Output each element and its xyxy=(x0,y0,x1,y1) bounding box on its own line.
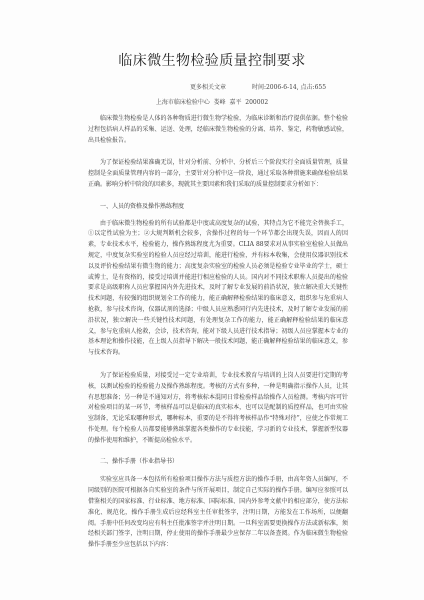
article-body xyxy=(88,114,348,551)
section-heading-manual: 二、操作手册（作业指导书） xyxy=(100,457,179,465)
paragraph-personnel-2: 为了保证检验质量，对接受过一定专业培训，专业技术教育与培训的上岗人员要进行定期的考核，以测试检验的检验能力及操作熟练程度。考核的方式有多种，一种是明确指示操作人员，让其有思想准备；另一种是不通知对方，将考核标本混同日常检验样品给操作人员检测。考核内容可针对检验项目的某一环节，考核样品可以是临床的真实标本，也可以是配制的质控样品，也可由实验室制备，无论采取哪种形式，哪种标本，重要的是不得将考核样品作“特殊对待”，应使之作常规工作处理。每个检验人员都要能够熟练掌握各类操作的专业技能，学习新的专业技术，掌握新型仪器的操作使用和维护，不断提高检验水平。 xyxy=(88,371,348,444)
document-title: 临床微生物检验质量控制要求 xyxy=(118,53,306,69)
paragraph-intro-2: 为了保证检验结果准确无误，针对分析前、分析中、分析后三个阶段实行全面质量管理，质量控制是全面质量管理内容的一部分，主要针对分析中这一阶段，通过采取各种措施来确保检验结果正确。影响分析中阶段的因素多，现就其主要因素和我们采取的质量控制要求分析如下： xyxy=(88,159,348,188)
paragraph-manual-1: 实验室应具备一本包括所有检验项目操作方法与质控方法的操作手册，由高年资人员编写，不同级别的医院可根据各自实验室的条件与所开展项目，制定自己实际的操作手册。编写应参照可以借鉴相关的国家标准、行业标准、地方标准、国际标准、国内外参考文献中的相应部分，使方法标准化、规范化，操作手册生成后应经科室主任审批签字，注明日期，方能发在工作场所，以便翻阅。手册中任何改变均应有科主任批准签字并注明日期。一旦科室需要更换操作方法或新标准，须经相关部门签字，注明日期，停止使用的操作手册最少应保存二年以备查阅。作为临床微生物检验操作手册至少应包括以下内容： xyxy=(88,476,348,549)
paragraph-personnel-1: 由于临床微生物检验的所有试验都是中度或高度复杂的试验，其特点为它不能完全替换手工，①以定性试验为主；②大规判断机会较多，含操作过程的每一个环节都会出现失误，因而人的因素，专业技术水平，检验能力，操作熟练程度尤为重要。CLIA 88要求对从事实验室检验人员做出规定，中度复杂实验室的检验人员应经过培训，能进行检验，并有标本收集，会使用仪器识别技术以及评价检验结果有微生物的能力；高度复杂实验室的检验人员必须是检验专业毕业的学士，硕士或博士，是有资格的，接受过培训并能进行相应检验的人员。国内对不同技术职称人员提出的检验要求是高级职称人员应掌握国内外先进技术，及时了解专业发展的前沿状况，独立解决重大关键性技术问题，有较强的组织规划全工作的能力，能正确解释检验结果的临床意义，组织参与危重病人抢救，参与技术咨询，仪器试剂的选择；中级人员应熟悉同行内先进技术，及时了解专业发展的前沿状况，独立解决一些关键性技术问题，有处理复杂工作的能力，能正确解释检验结果的临床意义，参与危重病人抢救，会诊，技术咨询，能对下级人员进行技术指导；初级人员应掌握本专业的基本理论和操作技能，在上级人员指导下解决一般技术问题，能正确解释检验结果的临床意义，参与技术咨询。 xyxy=(88,219,348,357)
author-line: 上海市临床检验中心 娄峰 嘉平 200002 xyxy=(155,99,269,106)
paragraph-intro-1: 临床微生物检验是人体的各种物质进行微生物学检验，为临床诊断和治疗提供依据。整个检验过程包括病人样品的采集、运送、处理，经临床微生物检验的分离、培养、鉴定，药物敏感试验，出具检验报告。 xyxy=(88,115,348,144)
article-meta xyxy=(190,84,326,92)
section-heading-personnel: 一、人员的资格及操作熟练程度 xyxy=(100,202,185,210)
publish-time-clicks: 时间:2006-6-14, 点击:655 xyxy=(251,84,327,91)
related-articles-link[interactable]: 更多相关文章 xyxy=(190,84,227,91)
